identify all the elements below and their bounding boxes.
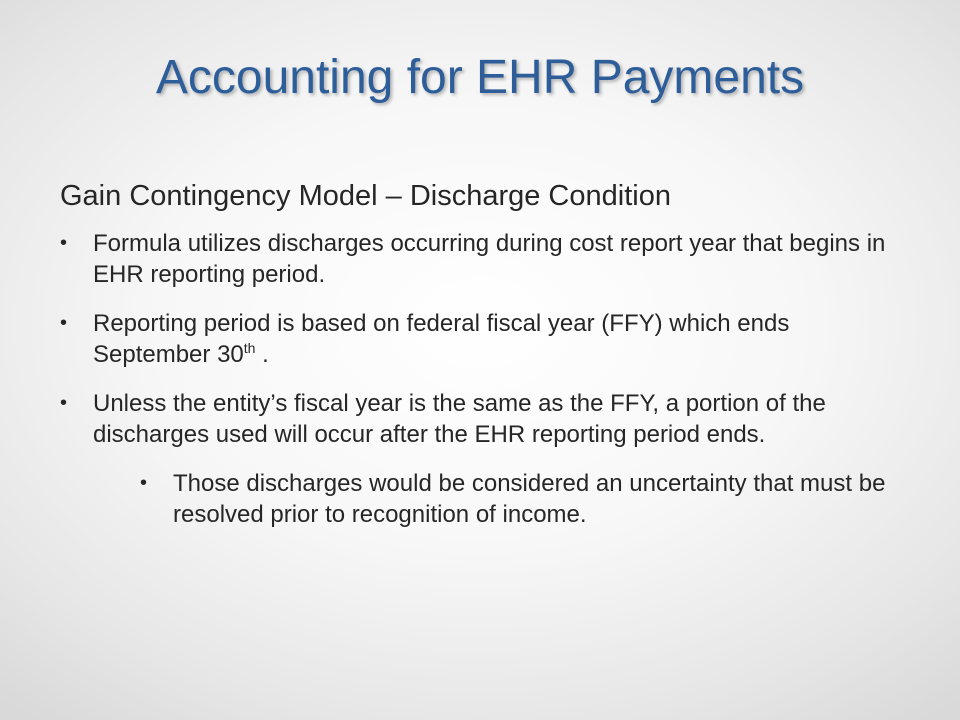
- bullet-text: Reporting period is based on federal fiscal year (FFY) which ends September 30: [93, 310, 790, 368]
- bullet-item-formula: [60, 228, 906, 290]
- bullet-marker: •: [60, 312, 68, 334]
- sub-bullet-text: Those discharges would be considered an uncertainty that must be resolved prior to recognition of income.: [173, 470, 886, 528]
- bullet-text: Formula utilizes discharges occurring during cost report year that begins in EHR reporting period.: [93, 230, 886, 288]
- sub-bullet-item-discharges: [140, 468, 906, 530]
- bullet-item-reporting-period: [60, 308, 906, 370]
- bullet-marker: •: [60, 392, 68, 414]
- slide-subheading: Gain Contingency Model – Discharge Condition: [60, 180, 671, 212]
- bullet-text-suffix: .: [255, 341, 269, 368]
- bullet-marker: •: [60, 232, 68, 254]
- bullet-item-fiscal-year: [60, 388, 906, 450]
- slide-title: Accounting for EHR Payments: [155, 51, 805, 104]
- slide-content: [60, 178, 906, 530]
- bullet-superscript: th: [243, 340, 256, 356]
- bullet-list: [60, 228, 906, 530]
- bullet-text: Unless the entity’s fiscal year is the same as the FFY, a portion of the discharges used will occur after the EHR reporting period ends.: [93, 390, 826, 448]
- bullet-marker: •: [140, 472, 148, 494]
